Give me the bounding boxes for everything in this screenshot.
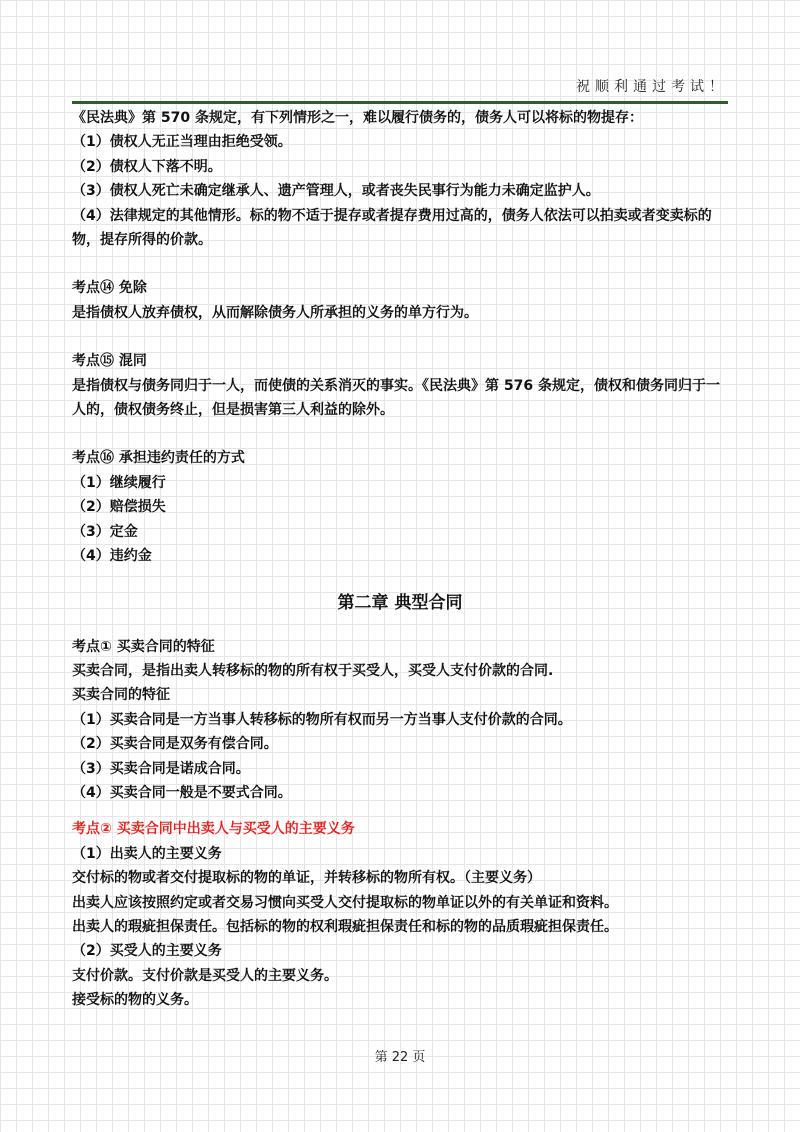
- list-item: （2）债权人下落不明。: [72, 158, 222, 175]
- seller-duty-line: 出卖人的瑕疵担保责任。包括标的物的权利瑕疵担保责任和标的物的品质瑕疵担保责任。: [72, 918, 618, 935]
- point-1-title: 考点① 买卖合同的特征: [72, 638, 215, 655]
- section-point-2: [72, 817, 728, 1012]
- buyer-duty-line: 支付价款。支付价款是买受人的主要义务。: [72, 967, 338, 984]
- point-16-title: 考点⑯ 承担违约责任的方式: [72, 450, 245, 467]
- list-item: （2）赔偿损失: [72, 499, 166, 516]
- chapter-title: 第二章 典型合同: [337, 592, 463, 613]
- list-item: （1）继续履行: [72, 474, 166, 491]
- list-item: （4）买卖合同一般是不要式合同。: [72, 784, 292, 801]
- list-item: （2）买卖合同是双务有偿合同。: [72, 736, 278, 753]
- seller-duty-line: 交付标的物或者交付提取标的物的单证，并转移标的物所有权。（主要义务）: [72, 870, 541, 887]
- document-page: [72, 0, 728, 1132]
- deposit-intro: 《民法典》第 570 条规定，有下列情形之一，难以履行债务的，债务人可以将标的物提存：: [72, 110, 643, 126]
- section-point-16: [72, 446, 728, 568]
- page-content: [72, 106, 728, 1013]
- point-15-body: 是指债权与债务同归于一人，而使债的关系消灭的事实。《民法典》第 576 条规定，债权和债务同归于一人的，债权债务终止，但是损害第三人利益的除外。: [72, 377, 720, 419]
- seller-duties-heading: （1）出卖人的主要义务: [72, 845, 222, 862]
- point-14-body: 是指债权人放弃债权，从而解除债务人所承担的义务的单方行为。: [72, 304, 478, 321]
- point-1-definition: 买卖合同，是指出卖人转移标的物的所有权于买受人，买受人支付价款的合同.: [72, 662, 554, 679]
- list-item: （3）定金: [72, 523, 138, 540]
- spacer: [72, 422, 728, 446]
- point-14-title: 考点⑭ 免除: [72, 280, 147, 297]
- point-1-subheading: 买卖合同的特征: [72, 687, 170, 704]
- section-point-15: [72, 349, 728, 422]
- list-item: （1）买卖合同是一方当事人转移标的物所有权而另一方当事人支付价款的合同。: [72, 711, 572, 728]
- section-point-1: [72, 635, 728, 806]
- page-number: 第 22 页: [374, 1050, 426, 1065]
- spacer: [72, 805, 728, 817]
- list-item: （4）违约金: [72, 548, 152, 565]
- list-item: （1）债权人无正当理由拒绝受领。: [72, 134, 292, 151]
- section-deposit: [72, 106, 728, 252]
- seller-duty-line: 出卖人应该按照约定或者交易习惯向买受人交付提取标的物单证以外的有关单证和资料。: [72, 894, 618, 911]
- list-item: （3）债权人死亡未确定继承人、遗产管理人，或者丧失民事行为能力未确定监护人。: [72, 183, 600, 200]
- point-2-title: 考点② 买卖合同中出卖人与买受人的主要义务: [72, 821, 355, 838]
- spacer: [72, 252, 728, 276]
- buyer-duties-heading: （2）买受人的主要义务: [72, 943, 222, 960]
- section-point-14: [72, 276, 728, 325]
- point-15-title: 考点⑮ 混同: [72, 353, 147, 370]
- list-item: （4）法律规定的其他情形。标的物不适于提存或者提存费用过高的，债务人依法可以拍卖或者变卖标的物，提存所得的价款。: [72, 207, 712, 249]
- list-item: （3）买卖合同是诺成合同。: [72, 760, 250, 777]
- header-divider: [72, 101, 728, 104]
- page-header: 祝顺利通过考试！: [576, 79, 728, 95]
- spacer: [72, 325, 728, 349]
- buyer-duty-line: 接受标的物的义务。: [72, 992, 198, 1009]
